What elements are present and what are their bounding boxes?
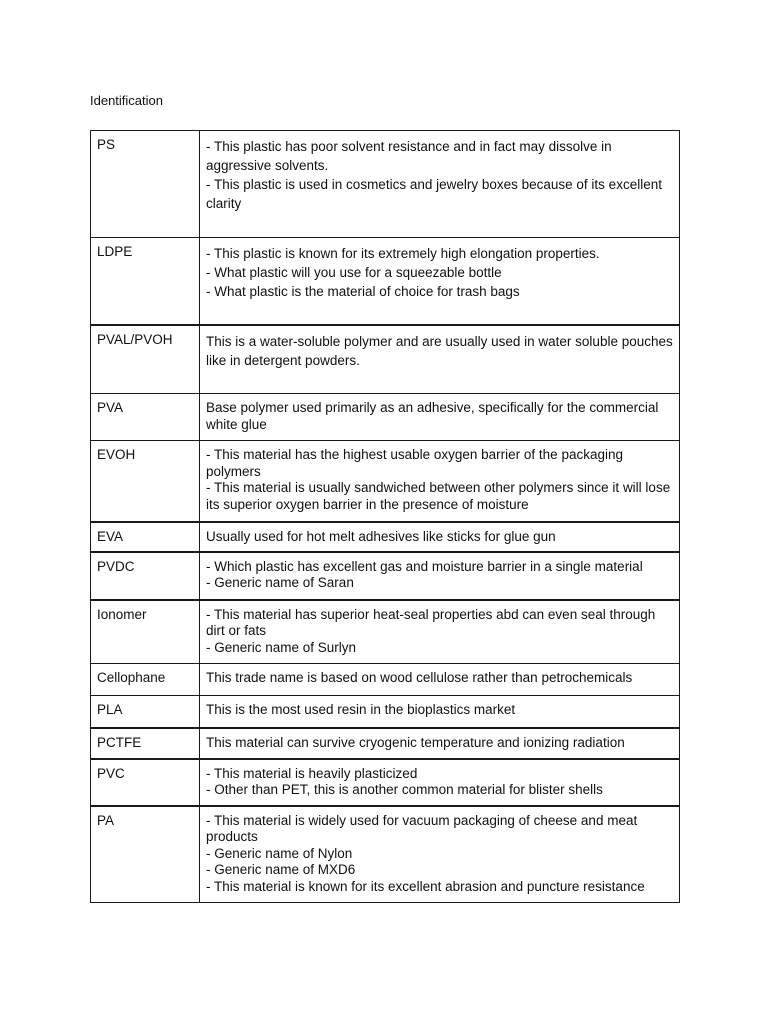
table-row (91, 131, 680, 238)
description-line: - This plastic is used in cosmetics and jewelry boxes because of its excellent clarity (206, 177, 662, 211)
description-line: Usually used for hot melt adhesives like sticks for glue gun (206, 528, 556, 544)
description-line: - This material is widely used for vacuum packaging of cheese and meat products (206, 812, 638, 844)
material-description (200, 131, 680, 238)
material-description (200, 441, 680, 522)
material-name: PVA (91, 394, 200, 441)
material-description (200, 728, 680, 759)
material-description (200, 696, 680, 728)
material-description (200, 552, 680, 600)
table-row (91, 325, 680, 394)
description-line: - Generic name of Surlyn (206, 639, 357, 655)
table-row (91, 552, 680, 600)
table-row (91, 600, 680, 664)
material-description (200, 664, 680, 696)
description-line: - This material is usually sandwiched between other polymers since it will lose its superior oxygen barrier in the presence of moisture (206, 480, 671, 512)
description-line: - This material has the highest usable oxygen barrier of the packaging polymers (206, 447, 623, 479)
table-row (91, 394, 680, 441)
description-line: Base polymer used primarily as an adhesive, specifically for the commercial white glue (206, 400, 659, 432)
description-line: - This plastic is known for its extremely high elongation properties. (206, 246, 600, 261)
description-line: - Generic name of MXD6 (206, 862, 356, 877)
description-line: - Generic name of Nylon (206, 845, 353, 861)
table-row (91, 759, 680, 806)
material-description (200, 238, 680, 325)
table-row (91, 806, 680, 903)
description-line: - This material is heavily plasticized (206, 765, 418, 781)
material-name: PVAL/PVOH (91, 325, 200, 394)
identification-table (90, 130, 680, 903)
table-row (91, 664, 680, 696)
description-line: - This material has superior heat-seal properties abd can even seal through dirt or fats (206, 606, 656, 638)
material-name: PLA (91, 696, 200, 728)
page-heading: Identification (90, 93, 163, 108)
table-row (91, 728, 680, 759)
material-name: PA (91, 806, 200, 903)
material-name: PCTFE (91, 728, 200, 759)
material-description (200, 394, 680, 441)
material-name: EVA (91, 522, 200, 552)
material-name: PVC (91, 759, 200, 806)
description-line: - What plastic will you use for a squeezable bottle (206, 265, 502, 280)
description-line: - This plastic has poor solvent resistance and in fact may dissolve in aggressive solvents. (206, 139, 612, 173)
table-row (91, 522, 680, 552)
material-description (200, 759, 680, 806)
description-line: This is the most used resin in the bioplastics market (206, 702, 516, 717)
description-line: - This material is known for its excellent abrasion and puncture resistance (206, 878, 645, 894)
material-name: LDPE (91, 238, 200, 325)
description-line: This material can survive cryogenic temperature and ionizing radiation (206, 734, 625, 750)
material-name: PVDC (91, 552, 200, 600)
table-row (91, 238, 680, 325)
table-row (91, 441, 680, 522)
material-name: Ionomer (91, 600, 200, 664)
description-line: - What plastic is the material of choice for trash bags (206, 284, 520, 299)
description-line: - Which plastic has excellent gas and moisture barrier in a single material (206, 558, 643, 574)
material-name: Cellophane (91, 664, 200, 696)
material-description (200, 522, 680, 552)
table-row (91, 696, 680, 728)
description-line: This is a water-soluble polymer and are usually used in water soluble pouches like in detergent powders. (206, 333, 673, 368)
material-description (200, 806, 680, 903)
description-line: - Other than PET, this is another common material for blister shells (206, 782, 603, 797)
material-description (200, 600, 680, 664)
description-line: This trade name is based on wood cellulose rather than petrochemicals (206, 670, 633, 685)
material-name: PS (91, 131, 200, 238)
material-name: EVOH (91, 441, 200, 522)
material-description (200, 325, 680, 394)
description-line: - Generic name of Saran (206, 575, 354, 590)
